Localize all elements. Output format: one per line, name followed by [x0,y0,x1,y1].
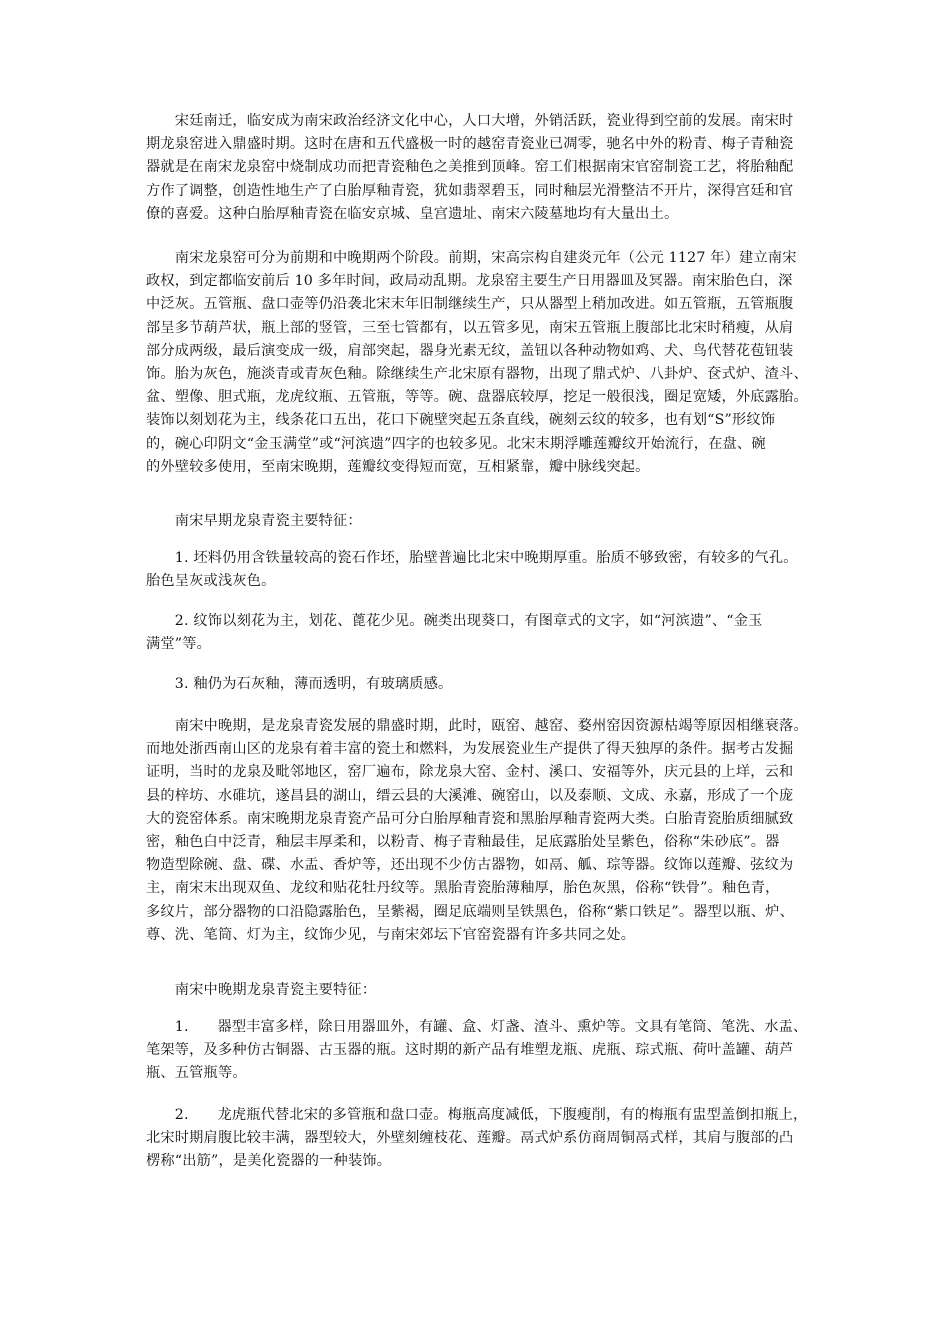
early-feature-2: 2. 纹饰以刻花为主，划花、蓖花少见。碗类出现葵口，有图章式的文字，如“河滨遗”、“金玉 满堂”等。 [146,613,763,653]
heading-early-features: 南宋早期龙泉青瓷主要特征： [146,513,362,529]
paragraph-two-phases: 南宋龙泉窑可分为前期和中晚期两个阶段。前期，宋高宗构自建炎元年（公元 1127 年）建立南宋 政权，到定都临安前后 10 多年时间，政局动乱期。龙泉窑主要生产日用器皿及冥器。南宋胎色白，深 中泛灰。五管瓶、盘口壶等仍沿袭北宋末年旧制继续生产，只从器型上稍加改进。如五管瓶，五管瓶腹 部呈多节葫芦状，瓶上部的竖管，三至七管都有，以五管多见，南宋五管瓶上腹部比北宋时稍瘦，从肩 部分成两级，最后演变成一级，肩部突起，器身光素无纹，盖钮以各种动物如鸡、犬、鸟代替花苞钮装 饰。胎为灰色，施淡青或青灰色釉。除继续生产北宋原有器物，出现了鼎式炉、八卦炉、奁式炉、渣斗、 盆、塑像、胆式瓶，龙虎纹瓶、五管瓶，等等。碗、盘器底较厚，挖足一般很浅，圈足宽矮，外底露胎。 装饰以刻划花为主，线条花口五出，花口下碗壁突起五条直线，碗刻云纹的较多，也有划“S”形纹饰 的，碗心印阴文“金玉满堂”或“河滨遗”四字的也较多见。北宋末期浮雕莲瓣纹开始流行，在盘、碗 的外壁较多使用，至南宋晚期，莲瓣纹变得短而宽，互相紧靠，瓣中脉线突起。 [146,250,808,475]
heading-mid-late-features: 南宋中晚期龙泉青瓷主要特征： [146,982,377,998]
early-feature-3: 3. 釉仍为石灰釉，薄而透明，有玻璃质感。 [146,676,453,692]
paragraph-southern-song-migration: 宋廷南迁，临安成为南宋政治经济文化中心，人口大增，外销活跃，瓷业得到空前的发展。南宋时 期龙泉窑进入鼎盛时期。这时在唐和五代盛极一时的越窑青瓷业已凋零，驰名中外的粉青、梅子青釉瓷 器就是在南宋龙泉窑中烧制成功而把青瓷釉色之美推到顶峰。窑工们根据南宋官窑制瓷工艺，将胎釉配 方作了调整，创造性地生产了白胎厚釉青瓷，犹如翡翠碧玉，同时釉层光滑整洁不开片，深得宫廷和官 僚的喜爱。这种白胎厚釉青瓷在临安京城、皇宫遗址、南宋六陵墓地均有大量出土。 [146,113,794,222]
mid-late-feature-1: 1. 器型丰富多样，除日用器皿外，有罐、盒、灯盏、渣斗、熏炉等。文具有笔筒、笔洗、水盂、 笔架等，及多种仿古铜器、古玉器的瓶。这时期的新产品有堆塑龙瓶、虎瓶、琮式瓶、荷叶盖罐、葫芦 瓶、五管瓶等。 [146,1019,808,1082]
paragraph-mid-late-period: 南宋中晚期，是龙泉青瓷发展的鼎盛时期，此时，瓯窑、越窑、婺州窑因资源枯竭等原因相继衰落。 而地处浙西南山区的龙泉有着丰富的瓷土和燃料，为发展瓷业生产提供了得天独厚的条件。据考古发掘 证明，当时的龙泉及毗邻地区，窑厂遍布，除龙泉大窑、金村、溪口、安福等外，庆元县的上垟，云和 县的梓坊、水碓坑，遂昌县的湖山，缙云县的大溪滩、碗窑山，以及泰顺、文成、永嘉，形成了一个庞 大的瓷窑体系。南宋晚期龙泉青瓷产品可分白胎厚釉青瓷和黑胎厚釉青瓷两大类。白胎青瓷胎质细腻致 密，釉色白中泛青，釉层丰厚柔和，以粉青、梅子青釉最佳，足底露胎处呈紫色，俗称“朱砂底”。器 物造型除碗、盘、碟、水盂、香炉等，还出现不少仿古器物，如鬲、觚、琮等器。纹饰以莲瓣、弦纹为 主，南宋末出现双鱼、龙纹和贴花牡丹纹等。黑胎青瓷胎薄釉厚，胎色灰黑，俗称“铁骨”。釉色青， 多纹片，部分器物的口沿隐露胎色，呈紫褐，圈足底端则呈铁黑色，俗称“紫口铁足”。器型以瓶、炉、 尊、洗、笔筒、灯为主，纹饰少见，与南宋郊坛下官窑瓷器有许多共同之处。 [146,718,808,943]
mid-late-feature-2: 2. 龙虎瓶代替北宋的多管瓶和盘口壶。梅瓶高度减低，下腹瘦削，有的梅瓶有盅型盖倒扣瓶上， 北宋时期肩腹比较丰满，器型较大，外壁刻缠枝花、莲瓣。鬲式炉系仿商周铜鬲式样，其肩与腹部的凸 楞称“出筋”，是美化瓷器的一种装饰。 [146,1107,808,1170]
early-feature-1: 1. 坯料仍用含铁量较高的瓷石作坯，胎壁普遍比北宋中晚期厚重。胎质不够致密，有较多的气孔。 胎色呈灰或浅灰色。 [146,550,798,590]
